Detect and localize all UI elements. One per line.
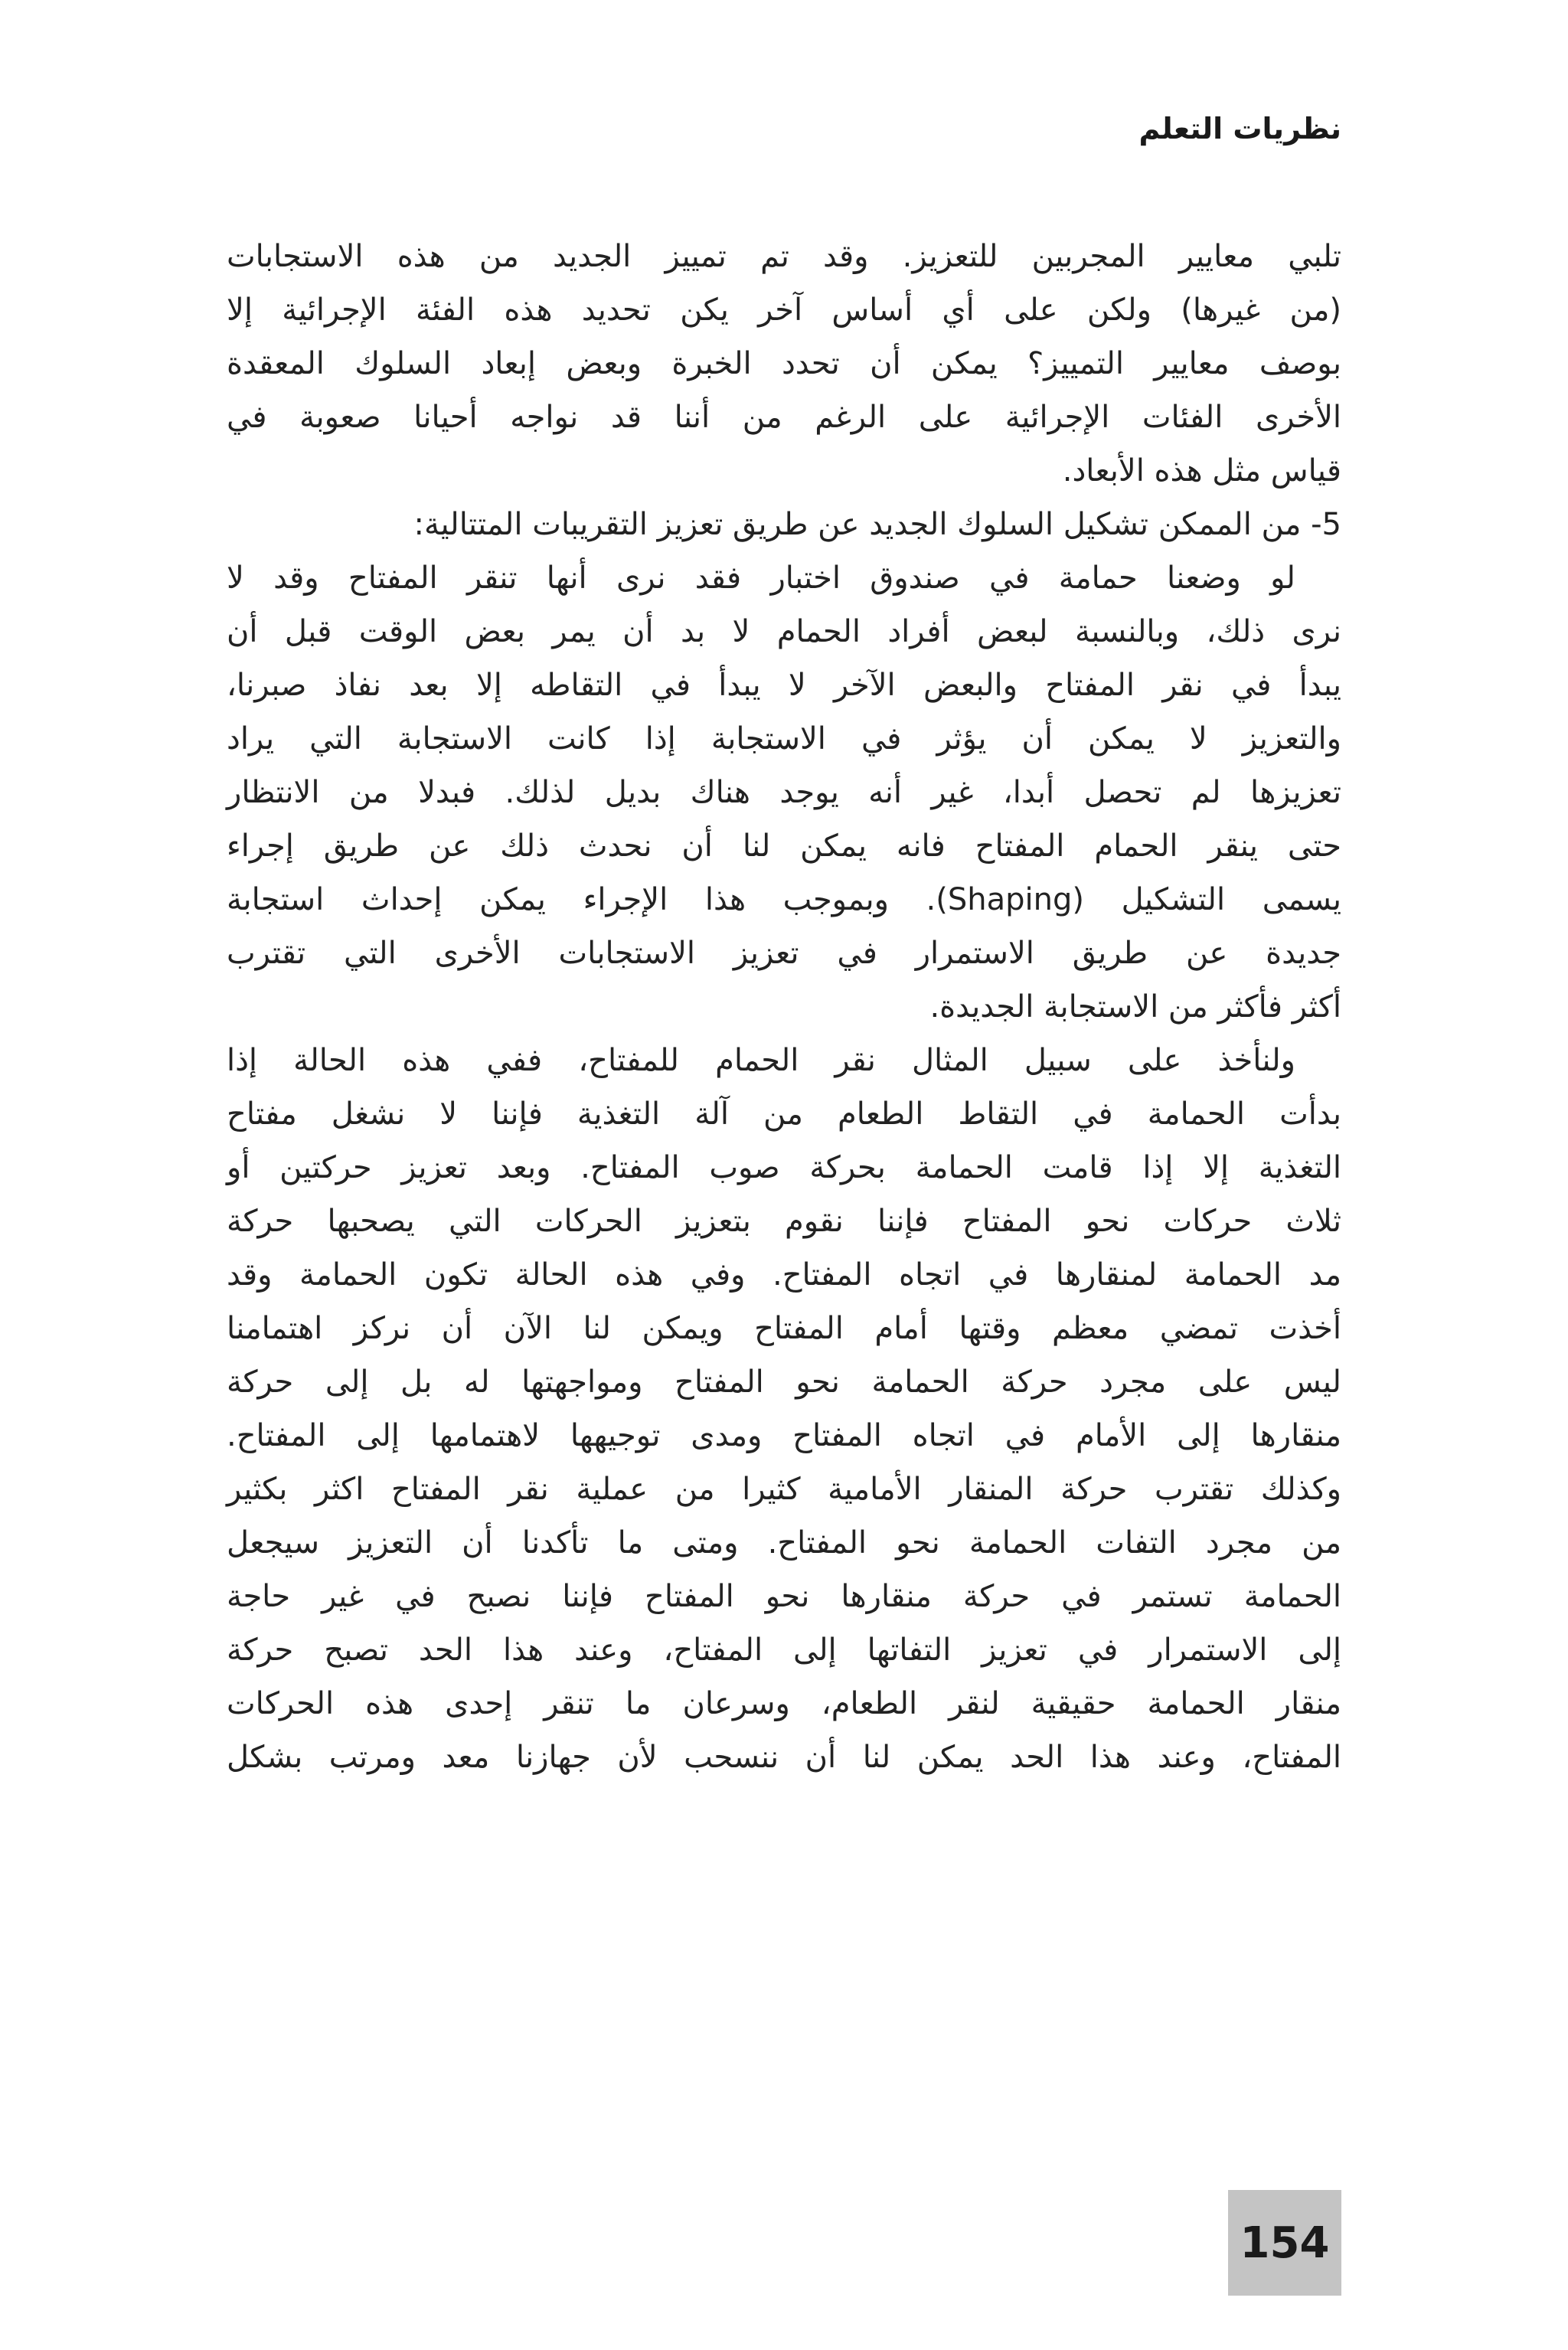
text-line: تعزيزها لم تحصل أبدا، غير أنه يوجد هناك بديل لذلك. فبدلا من الانتظار (227, 775, 1341, 810)
text-line: قياس مثل هذه الأبعاد. (1062, 453, 1341, 489)
text-line: نرى ذلك، وبالنسبة لبعض أفراد الحمام لا بد أن يمر بعض الوقت قبل أن (227, 614, 1341, 649)
text-line: والتعزيز لا يمكن أن يؤثر في الاستجابة إذا كانت الاستجابة التي يراد (227, 721, 1341, 757)
text-line: لو وضعنا حمامة في صندوق اختبار فقد نرى أنها تنقر المفتاح وقد لا (227, 561, 1295, 596)
text-line: الحمامة تستمر في حركة منقارها نحو المفتاح فإننا نصبح في غير حاجة (227, 1579, 1341, 1614)
numbered-heading: 5- من الممكن تشكيل السلوك الجديد عن طريق تعزيز التقريبات المتتالية: (413, 507, 1341, 542)
text-line: بدأت الحمامة في التقاط الطعام من آلة التغذية فإننا لا نشغل مفتاح (227, 1097, 1341, 1132)
text-line: يسمى التشكيل (Shaping). وبموجب هذا الإجراء يمكن إحداث استجابة (227, 882, 1342, 917)
text-line: المفتاح، وعند هذا الحد يمكن لنا أن ننسحب لأن جهازنا معد ومرتب بشكل (227, 1740, 1341, 1775)
text-line: يبدأ في نقر المفتاح والبعض الآخر لا يبدأ في التقاطه إلا بعد نفاذ صبرنا، (227, 668, 1341, 703)
text-line: (من غيرها) ولكن على أي أساس آخر يكن تحديد هذه الفئة الإجرائية إلا (227, 293, 1341, 328)
text-line: بوصف معايير التمييز؟ يمكن أن تحدد الخبرة وبعض إبعاد السلوك المعقدة (227, 346, 1341, 381)
text-line: منقارها إلى الأمام في اتجاه المفتاح ومدى توجيهها لاهتمامها إلى المفتاح. (227, 1418, 1341, 1453)
text-line: ليس على مجرد حركة الحمامة نحو المفتاح ومواجهتها له بل إلى حركة (227, 1365, 1341, 1400)
text-line: مد الحمامة لمنقارها في اتجاه المفتاح. وفي هذه الحالة تكون الحمامة وقد (227, 1257, 1341, 1293)
text-line: جديدة عن طريق الاستمرار في تعزيز الاستجابات الأخرى التي تقترب (227, 936, 1341, 971)
text-line: ولنأخذ على سبيل المثال نقر الحمام للمفتاح، ففي هذه الحالة إذا (227, 1043, 1295, 1078)
text-line: من مجرد التفات الحمامة نحو المفتاح. ومتى ما تأكدنا أن التعزيز سيجعل (227, 1525, 1341, 1561)
text-line: ثلاث حركات نحو المفتاح فإننا نقوم بتعزيز الحركات التي يصحبها حركة (227, 1204, 1341, 1239)
text-line: منقار الحمامة حقيقية لنقر الطعام، وسرعان ما تنقر إحدى هذه الحركات (227, 1686, 1341, 1721)
page-number: 154 (1240, 2218, 1330, 2268)
text-line: الأخرى الفئات الإجرائية على الرغم من أننا قد نواجه أحيانا صعوبة في (227, 400, 1341, 435)
text-line: أخذت تمضي معظم وقتها أمام المفتاح ويمكن لنا الآن أن نركز اهتمامنا (227, 1311, 1341, 1346)
text-line: حتى ينقر الحمام المفتاح فانه يمكن لنا أن نحدث ذلك عن طريق إجراء (227, 829, 1341, 864)
text-line: إلى الاستمرار في تعزيز التفاتها إلى المفتاح، وعند هذا الحد تصبح حركة (227, 1633, 1341, 1668)
text-line: وكذلك تقترب حركة المنقار الأمامية كثيرا من عملية نقر المفتاح اكثر بكثير (227, 1472, 1341, 1507)
body-text (227, 230, 1341, 1784)
text-line: التغذية إلا إذا قامت الحمامة بحركة صوب المفتاح. وبعد تعزيز حركتين أو (227, 1150, 1341, 1185)
page-number-box (1228, 2190, 1341, 2296)
text-line: تلبي معايير المجربين للتعزيز. وقد تم تمييز الجديد من هذه الاستجابات (227, 239, 1341, 274)
running-head: نظريات التعلم (1138, 112, 1341, 145)
text-line: أكثر فأكثر من الاستجابة الجديدة. (929, 989, 1341, 1025)
